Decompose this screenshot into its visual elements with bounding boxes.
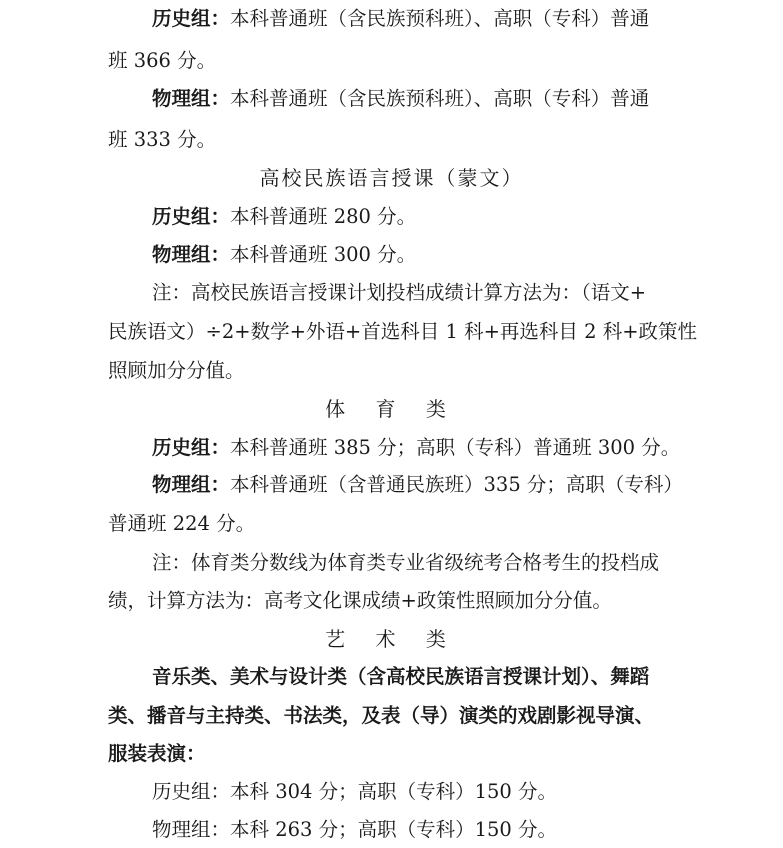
sports-section-title: 体 育 类: [325, 397, 458, 421]
sports-history-text: 本科普通班 385 分；高职（专科）普通班 300 分。: [230, 436, 681, 459]
arts-category-line-3: 服装表演：: [108, 742, 206, 765]
general-history-text-1: 本科普通班（含民族预科班）、高职（专科）普通: [230, 7, 650, 30]
general-physics-label: 物理组：: [152, 87, 231, 110]
mongolian-note-line-3: 照顾加分分值。: [108, 359, 245, 382]
mongolian-physics-line: [0, 240, 783, 270]
arts-history-line: 历史组：本科 304 分；高职（专科）150 分。: [152, 780, 558, 803]
general-physics-line-1: [0, 84, 783, 114]
sports-physics-line-2: 普通班 224 分。: [108, 512, 256, 535]
mongolian-note-line-2: 民族语文）÷2+数学+外语+首选科目 1 科+再选科目 2 科+政策性: [108, 320, 698, 343]
mongolian-note-line-1: 注：高校民族语言授课计划投档成绩计算方法为：（语文+: [152, 281, 647, 304]
mongolian-history-label: 历史组：: [152, 205, 231, 228]
mongolian-physics-text: 本科普通班 300 分。: [230, 243, 417, 266]
general-history-label: 历史组：: [152, 7, 231, 30]
mongolian-history-text: 本科普通班 280 分。: [230, 205, 417, 228]
sports-note-line-1: 注：体育类分数线为体育类专业省级统考合格考生的投档成: [152, 551, 660, 574]
general-physics-text-1: 本科普通班（含民族预科班）、高职（专科）普通: [230, 87, 650, 110]
general-physics-line-2: 班 333 分。: [108, 128, 217, 151]
sports-history-line: [0, 433, 783, 463]
sports-note-line-2: 绩，计算方法为：高考文化课成绩+政策性照顾加分分值。: [108, 589, 612, 612]
sports-physics-label: 物理组：: [152, 473, 231, 496]
arts-section-title: 艺 术 类: [325, 627, 458, 651]
general-history-line-1: [0, 4, 783, 34]
mongolian-physics-label: 物理组：: [152, 243, 231, 266]
arts-physics-line: 物理组：本科 263 分；高职（专科）150 分。: [152, 818, 558, 841]
mongolian-section-title: 高校民族语言授课（蒙文）: [259, 166, 524, 190]
general-history-line-2: 班 366 分。: [108, 49, 217, 72]
sports-physics-line-1: [0, 470, 783, 500]
arts-category-line-2: 类、播音与主持类、书法类，及表（导）演类的戏剧影视导演、: [108, 704, 655, 727]
mongolian-history-line: [0, 202, 783, 232]
sports-history-label: 历史组：: [152, 436, 231, 459]
arts-category-line-1: 音乐类、美术与设计类（含高校民族语言授课计划）、舞蹈: [152, 665, 650, 688]
sports-physics-text-1: 本科普通班（含普通民族班）335 分；高职（专科）: [230, 473, 683, 496]
